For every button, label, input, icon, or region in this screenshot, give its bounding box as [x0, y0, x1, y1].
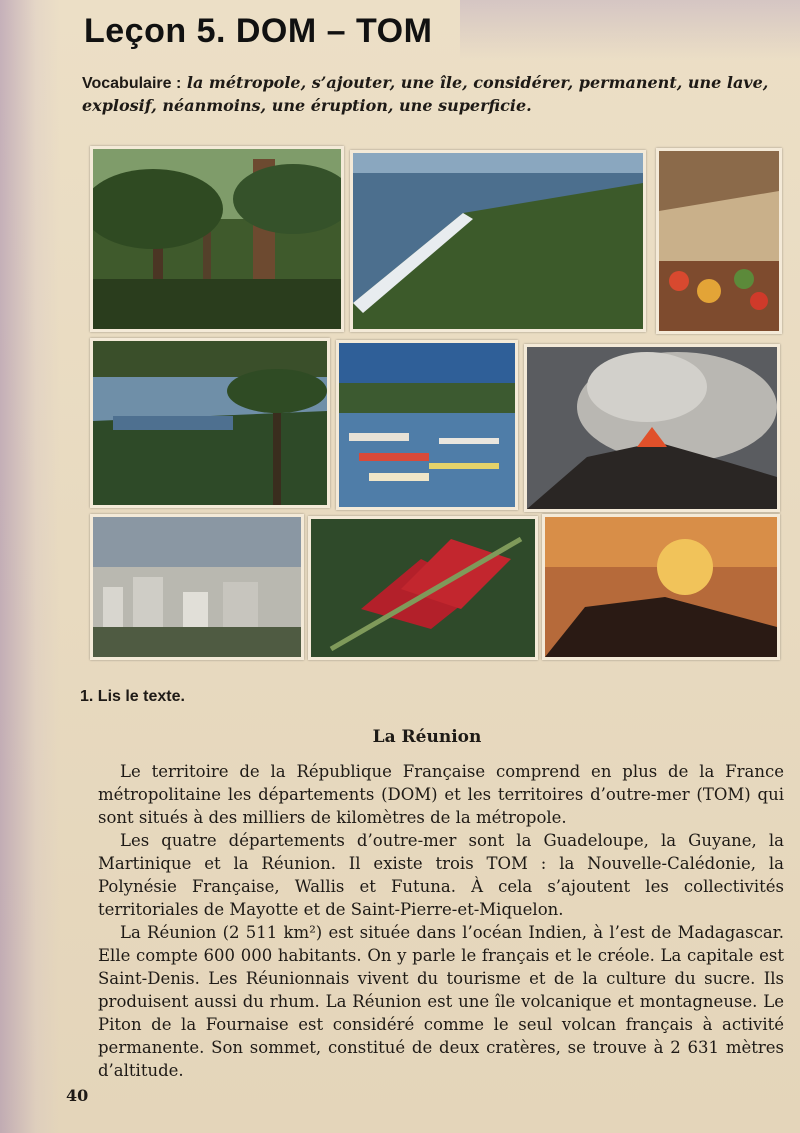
paragraph: Le territoire de la République Française comprend en plus de la France métropolitaine les départements (DOM) et les territoires d’outre-mer (TOM) qui sont situés à des milliers de kilomètres de la métropole.	[98, 762, 784, 827]
palm-hills-photo	[90, 338, 330, 508]
text-title: La Réunion	[372, 727, 482, 747]
page-number: 40	[66, 1086, 89, 1105]
sunset-photo	[542, 514, 780, 660]
lesson-title: Leçon 5. DOM – TOM	[84, 12, 433, 50]
exercise-instruction: 1. Lis le texte.	[80, 688, 185, 705]
vocabulary-block	[82, 72, 782, 117]
top-decoration	[460, 0, 800, 60]
forest-photo	[90, 146, 344, 332]
coast-photo	[350, 150, 646, 332]
paragraph: Les quatre départements d’outre-mer sont la Guadeloupe, la Guyane, la Martinique et la Réunion. Il existe trois TOM : la Nouvelle-Calédonie, la Polynésie Française, Wallis et Futuna. À cela s’ajoutent les collectivités territoriales de Mayotte et de Saint-Pierre-et-Miquelon.	[98, 831, 784, 919]
city-photo	[90, 514, 304, 660]
market-photo	[656, 148, 782, 334]
vocabulary-words: la métropole, s’ajouter, une île, considérer, permanent, une lave, explosif, néanmoins, une éruption, une superficie.	[82, 73, 769, 115]
paragraph: La Réunion (2 511 km²) est située dans l’océan Indien, à l’est de Madagascar. Elle compte 600 000 habitants. On y parle le français et le créole. La capitale est Saint-Denis. Les Réunionnais vivent du tourisme et de la culture du sucre. Ils produisent aussi du rhum. La Réunion est une île volcanique et montagneuse. Le Piton de la Fournaise est considéré comme le seul volcan français à activité permanente. Son sommet, constitué de deux cratères, se trouve à 2 631 mètres d’altitude.	[98, 923, 784, 1080]
volcano-photo	[524, 344, 780, 512]
left-decoration	[0, 0, 60, 1133]
reading-text	[98, 760, 784, 1082]
flower-photo	[308, 516, 538, 660]
vocabulary-label: Vocabulaire :	[82, 75, 182, 92]
harbor-photo	[336, 340, 518, 510]
